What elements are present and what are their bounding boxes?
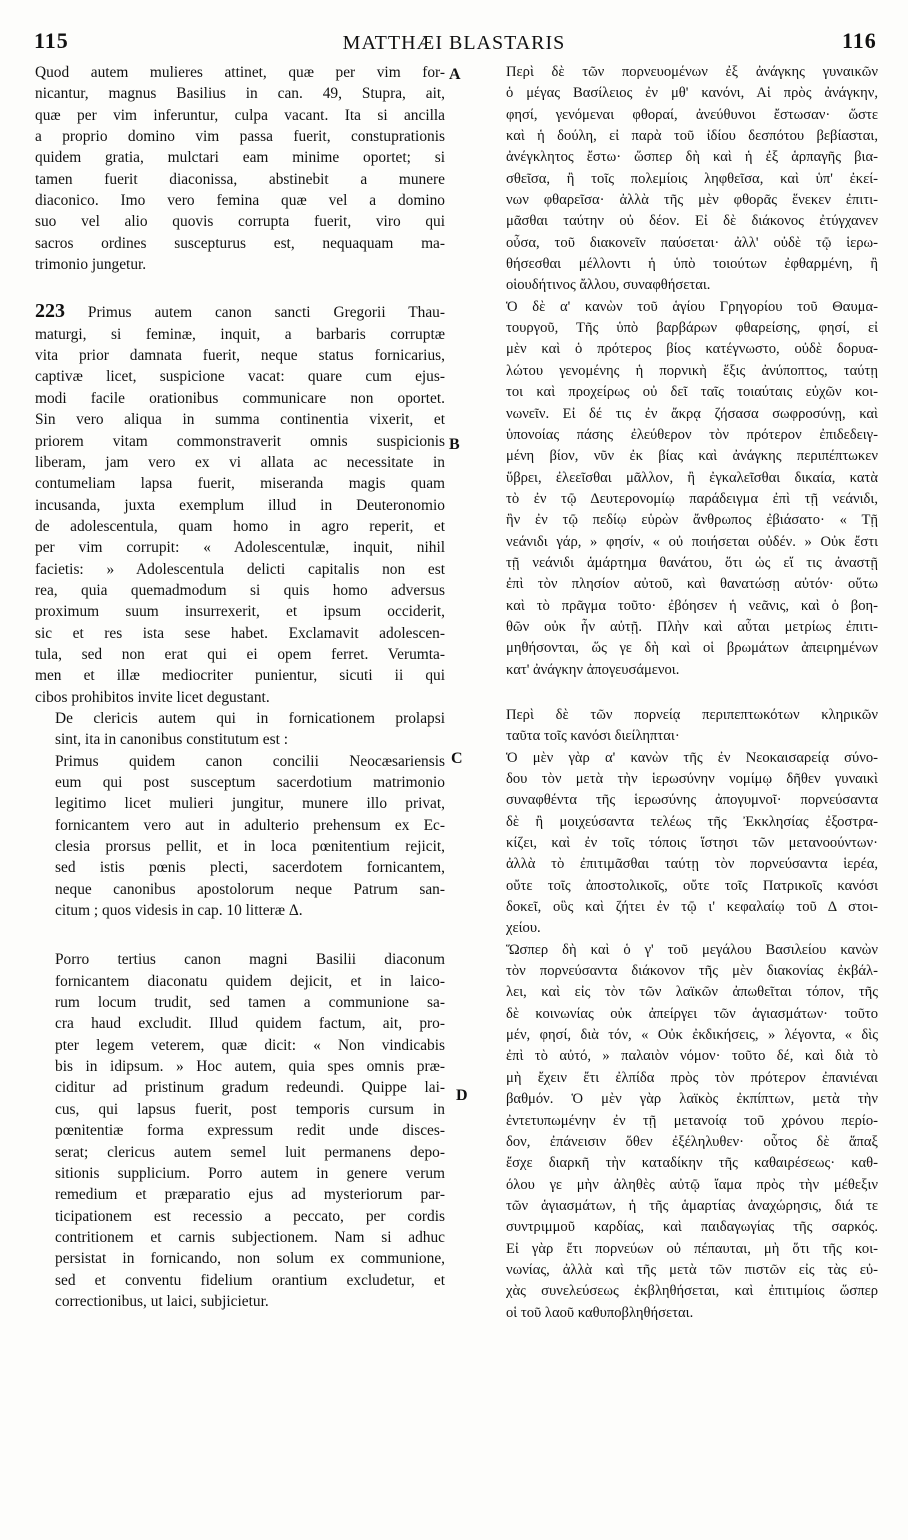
text-line: facietis: » Adolescentula delicti capitalis non est	[35, 560, 445, 578]
text-line: sic et res ista sese habet. Exclamavit adolescen-	[35, 624, 445, 642]
text-line: quidem gratia, mulctari eam minime oportet; si	[35, 149, 445, 167]
text-line: rea, quia quemadmodum si quis homo adversus	[35, 581, 445, 599]
text-line: remedium et præparatio ejus ad mysteriorum par-	[55, 1186, 445, 1204]
text-line: cra haud excludit. Illud quidem factum, ait, pro-	[55, 1015, 445, 1033]
margin-marker-b: B	[449, 436, 460, 453]
text-line: θῶν οὐκ ἦν αὐτῇ. Πλὴν καὶ αὗται μετρίως ἐπιτι-	[506, 618, 878, 635]
text-line: τοι καὶ προχείρως οὐ δεῖ ταῖς τοιαύταις εὐχῶν κοι-	[506, 384, 878, 401]
text-line: suo vel alio quovis corrupta fuerit, viro qui	[35, 213, 445, 231]
page-header	[0, 28, 908, 62]
text-line: οἱουδήτινος ἄλλου, συναφθήσεται.	[506, 277, 711, 294]
text-line: correctionibus, ut laici, subjicietur.	[55, 1292, 269, 1310]
text-line: όλου γε μὴν ἀληθὲς αὐτῷ ἴαμα πρὸς τὴν μέθεξιν	[506, 1176, 878, 1193]
latin-column	[35, 62, 445, 1312]
greek-para-3	[486, 705, 878, 748]
text-line: sacros ordines suscepturus est, nequaquam ma-	[35, 234, 445, 252]
text-line: clesia prorsus pellit, et in loca pœnitentium rejicit,	[55, 838, 445, 856]
text-line: maturgi, si feminæ, inquit, a barbaris corruptæ	[35, 325, 445, 343]
text-line: Ὁ μὲν γὰρ α' κανὼν τῆς ἐν Νεοκαισαρείᾳ σύνο-	[506, 749, 878, 766]
text-line: per vim corrupit: « Adolescentulæ, inquit, nihil	[35, 539, 445, 557]
text-line: δὲ κοινωνίας οὐκ ἀπείργει τῶν ἁγιασμάτων· τοῦτο	[506, 1005, 878, 1022]
text-line: ticipationem est recessio a peccato, per cordis	[55, 1207, 445, 1225]
text-line: persistat in fornicando, non solum ex communione,	[55, 1250, 445, 1268]
text-line: οὔτε τοῖς ἀποστολικοῖς, οὔτε τοῖς Πατρικοῖς κανόσι	[506, 877, 878, 894]
text-line: contritionem et carnis subjectionem. Nam si adhuc	[55, 1228, 445, 1246]
text-line: ciditur ad pristinum gradum redeundi. Quippe lai-	[55, 1079, 445, 1097]
text-line: μᾶσθαι ταύτην οὐ δέον. Εἰ δὲ διάκονος ἐτύγχανεν	[506, 213, 878, 230]
text-line: συναφθέντα τῆς ἱερωσύνης ἀπογυμνοῖ· πορνεύσαντα	[506, 792, 878, 809]
text-line: tula, sed non erat qui ei opem ferret. Verumta-	[35, 645, 445, 663]
greek-para-1	[486, 62, 878, 297]
margin-marker-c: C	[451, 750, 463, 767]
text-line: τῶν ἁγιασμάτων, ἡ τῆς ἁμαρτίας ἀναχώρησις, διά τε	[506, 1197, 878, 1214]
text-line: ὕβρει, ἐλεεῖσθαι μᾶλλον, ἢ ἐγκαλεῖσθαι δικαία, κατὰ	[506, 469, 878, 486]
section-number: 223	[35, 301, 65, 323]
text-line: σθεῖσα, ἢ τοῖς πολεμίοις ληφθεῖσα, καὶ ὑπ' ἐκεί-	[506, 170, 878, 187]
text-line: καὶ ἡ δούλη, εἰ παρὰ τοῦ ἰδίου δεσπότου βεβίασται,	[506, 128, 878, 145]
text-line: μὴ ἔχειν ἔτι ἐλπίδα πρὸς τὸν πρότερον ἐπανιέναι	[506, 1069, 878, 1086]
text-line: incusanda, juxta exemplum illud in Deuteronomio	[35, 496, 445, 514]
text-line: pœnitentiæ forma expressum redit unde disces-	[55, 1122, 445, 1140]
greek-para-5	[486, 940, 878, 1324]
text-line: pter legem veterem, quæ dicit: « Non vindicabis	[55, 1036, 445, 1054]
text-line: sed istis pœnis plecti, sacerdotem fornicantem,	[55, 859, 445, 877]
text-line: τὸν πορνεύσαντα διάκονον τῆς μὲν διακονίας ἐκβάλ-	[506, 963, 878, 980]
text-line: de adolescentula, quam homo in agro reperit, et	[35, 517, 445, 535]
text-line: ταῦτα τοῖς κανόσι διείληπται·	[506, 728, 680, 745]
text-line: νωνεῖν. Εἰ δέ τις ἐν ἄκρᾳ ζήσασα σωφροσύνῃ, καὶ	[506, 405, 878, 422]
text-line: οἱ τοῦ λαοῦ καθυποβληθήσεται.	[506, 1304, 694, 1321]
greek-column	[486, 62, 878, 1324]
page-number-right: 116	[842, 28, 877, 53]
text-line: Ὁ δὲ α' κανὼν τοῦ ἁγίου Γρηγορίου τοῦ Θαυμα-	[506, 298, 878, 315]
text-line: ἀλλὰ τὸ ἐπιτιμᾶσθαι ταύτῃ τὸν πορνεύσαντα ἱερέα,	[506, 856, 878, 873]
text-line: diaconico. Imo vero femina quæ vel a domino	[35, 192, 445, 210]
latin-para-4	[35, 751, 445, 922]
text-line: fornicantem diaconatu quidem dejicit, et in laico-	[55, 972, 445, 990]
text-line: ἐπὶ τὸν πλησίον αὐτοῦ, καὶ θανατώσῃ αὐτόν· οὕτω	[506, 576, 878, 593]
text-line: Περὶ δὲ τῶν πορνευομένων ἐξ ἀνάγκης γυναικῶν	[506, 64, 878, 80]
text-line: a proprio domino vim passa fuerit, constuprationis	[35, 128, 445, 146]
text-line: priorem vitam commonstraverit omnis suspicionis	[35, 432, 445, 450]
text-line: serat; clericus autem semel luit permanens depo-	[55, 1143, 445, 1161]
text-line: legitimo licet mulieri jungitur, munere illo privat,	[55, 795, 445, 813]
text-line: μένη βίον, νῦν ἐκ βίας καὶ ἀνάγκης περιπέπτωκεν	[506, 448, 878, 465]
latin-para-3	[35, 708, 445, 751]
text-line: liberam, jam vero ex vi allata ac necessitate in	[35, 453, 445, 471]
text-line: Primus quidem canon concilii Neocæsariensis	[55, 752, 445, 770]
text-line: neque canonibus apostolorum neque Patrum san-	[55, 880, 445, 898]
text-line: bis in idipsum. » Hoc autem, quia spes omnis præ-	[55, 1058, 445, 1076]
text-line: nicantur, magnus Basilius in can. 49, Stupra, ait,	[35, 85, 445, 103]
text-line: sitionis supplicium. Porro autem in genere verum	[55, 1164, 445, 1182]
text-line: cibos prohibitos invite licet degustant.	[35, 688, 270, 706]
text-line: οὖσα, τοῦ διακονεῖν παύσεται· ἀλλ' οὐδὲ τῷ ἱερω-	[506, 234, 878, 251]
text-line: δου τὸν μετὰ τὴν ἱερωσύνην νομίμῳ δῆθεν γυναικὶ	[506, 771, 878, 787]
latin-para-2	[35, 301, 445, 708]
text-line: cus, qui lapsus fuerit, post temporis cursum in	[55, 1100, 445, 1118]
text-line: χείου.	[506, 920, 541, 937]
text-line: ἀνέγκλητος ἔστω· ὥσπερ δὴ καὶ ἡ ἐξ ἁρπαγῆς βια-	[506, 149, 878, 166]
text-line: μηθήσονται, ὥς γε δὴ καὶ οἱ βρωμάτων ἀπειρημένων	[506, 640, 878, 657]
text-line: κατ' ἀνάγκην ἀπογευσάμενοι.	[506, 661, 680, 678]
text-line: κίζει, καὶ ἐν τοῖς τόποις ἵστησι τῶν μετανοούντων·	[506, 835, 878, 852]
text-line: τὸ ἐν τῷ Δευτερονομίῳ παράδειγμα ἐπὶ τῇ νεάνιδι,	[506, 490, 878, 507]
text-line: eum qui post susceptum sacerdotium matrimonio	[55, 774, 445, 791]
text-line: λει, καὶ εἰς τὸν τῶν λαϊκῶν ἀπωθεῖται τόπον, τῆς	[506, 984, 878, 1001]
margin-marker-d: D	[456, 1087, 468, 1104]
text-line: captivæ licet, suspicione vacat: quare cum ejus-	[35, 368, 445, 386]
text-line: ὑπονοίας πάσης ἐλεύθερον τὸν πρότερον ἐπιδεδειγ-	[506, 426, 878, 443]
text-line: sint, ita in canonibus constitutum est :	[55, 731, 288, 749]
margin-marker-a: A	[449, 66, 461, 83]
text-line: μέν, φησί, διὰ τόν, « Οὐκ ἐκδικήσεις, » λέγοντα, « δὶς	[506, 1027, 878, 1044]
text-line: ἔσχε διαρκῆ τὴν καταδίκην τῆς καθαιρέσεως· καθ-	[506, 1155, 878, 1172]
text-line: μὲν καὶ ὁ πρότερος βίος κατέγνωστο, οὐδὲ δορυα-	[506, 341, 878, 358]
text-line: καὶ τὸ πρᾶγμα τοῦτο· ἐβόησεν ἡ νεᾶνις, καὶ ὁ βοη-	[506, 597, 878, 614]
text-line: ἐντετυπωμένην ἐν τῇ μετανοίᾳ τοῦ χρόνου περίο-	[506, 1112, 878, 1129]
text-line: νων φθαρεῖσα· ἀλλὰ τῆς μὲν φθορᾶς ἕνεκεν ἐπιτι-	[506, 192, 878, 209]
text-line: Εἰ γὰρ ἔτι πορνεύων οὐ πέπαυται, μὴ ὅτι τῆς κοι-	[506, 1240, 878, 1257]
text-line: δοκεῖ, οὓς καὶ ζήτει ἐν τῷ ι' κεφαλαίῳ τοῦ Δ στοι-	[506, 899, 878, 916]
text-line: fornicantem vero aut in adulterio prehensum ex Ec-	[55, 816, 445, 834]
text-line: βαθμόν. Ὁ μὲν γὰρ λαϊκὸς ἐκπίπτων, μετὰ τὴν	[506, 1091, 878, 1108]
text-line: Porro tertius canon magni Basilii diaconum	[55, 951, 445, 969]
text-line: De clericis autem qui in fornicationem prolapsi	[55, 709, 445, 727]
text-line: modi facile orationibus communicare non oportet.	[35, 389, 445, 407]
text-line: men et illæ mediocriter punientur, sicuti ii qui	[35, 667, 445, 685]
text-line: ἣν ἐν τῷ πεδίῳ εὑρὼν ἄνθρωπος ἐβιάσατο· « Τῇ	[506, 512, 878, 529]
running-title: MATTHÆI BLASTARIS	[342, 32, 566, 54]
page-number-left: 115	[34, 28, 69, 53]
text-line: citum ; quos videsis in cap. 10 litteræ Δ.	[55, 902, 303, 920]
text-line: 223 Primus autem canon sancti Gregorii Thau-	[35, 301, 445, 323]
latin-para-2-lines	[35, 301, 445, 708]
text-line: συντριμμοῦ καρδίας, καὶ παιδαγωγίας τῆς σαρκός.	[506, 1219, 878, 1236]
text-line: τουργοῦ, Τῆς ὑπὸ βαρβάρων φθαρείσης, φησί, εἰ	[506, 320, 878, 337]
text-line: θήσεσθαι μέλλοντι ἡ ὑπὸ τοιούτων ἐφθαρμένη, ἢ	[506, 256, 878, 273]
text-line: χὰς συνελεύσεως ἐκβληθήσεται, καὶ ἐπιτιμίοις ὥσπερ	[506, 1283, 878, 1300]
latin-para-1	[35, 62, 445, 275]
text-line: ὁ μέγας Βασίλειος ἐν μθ' κανόνι, Αἱ πρὸς ἀνάγκην,	[506, 85, 878, 102]
text-line: ἐπὶ τὸ αὐτό, » παλαιὸν νόμον· τοῦτο δέ, καὶ διὰ τὸ	[506, 1048, 878, 1065]
text-line: rum locum trudit, sed tamen a communione sa-	[55, 994, 445, 1012]
latin-para-5	[35, 949, 445, 1312]
greek-para-2	[486, 297, 878, 681]
text-line: λώτου γενομένης ἡ πορνικὴ ἕξις ἀνύποπτος, ταύτῃ	[506, 362, 878, 379]
text-line: Περὶ δὲ τῶν πορνείᾳ περιπεπτωκότων κληρικῶν	[506, 706, 878, 723]
text-line: νεάνιδι γάρ, » φησίν, « οὐ ποιήσεται οὐδέν. » Οὐκ ἔστι	[506, 533, 878, 550]
text-line: δὲ ἢ μοιχεύσαντα τελέως τῆς Ἐκκλησίας ἐξοστρα-	[506, 813, 878, 830]
text-line: Ὥσπερ δὴ καὶ ὁ γ' τοῦ μεγάλου Βασιλείου κανὼν	[506, 941, 878, 958]
text-line: τῇ νεάνιδι ἁμάρτημα θανάτου, ὅτι ὡς εἴ τις ἀναστῇ	[506, 554, 878, 571]
text-line: Quod autem mulieres attinet, quæ per vim for-	[35, 64, 445, 81]
text-line: quæ per vim inferuntur, culpa vacant. Ita si ancilla	[35, 106, 445, 124]
text-line: contumeliam lapsa fuerit, miseranda magis quam	[35, 475, 445, 493]
text-line: Sin vero aliqua in summa continentia vixerit, et	[35, 411, 445, 429]
text-line: νωνίας, ἀλλὰ καὶ τῆς μετὰ τῶν πιστῶν εἰς τὰς εὐ-	[506, 1261, 878, 1278]
text-line: δον, ἐπάνεισιν ὅθεν ἐξέληλυθεν· οὗτος δὲ ἅπαξ	[506, 1133, 878, 1150]
text-line: tamen fuerit diaconissa, abstinebit a munere	[35, 170, 445, 188]
text-line: vita prior damnata fuerit, neque status fornicarius,	[35, 347, 445, 365]
text-line: φησί, γενόμεναι φθοραί, ἀνεύθυνοι ἔστωσαν· ὥστε	[506, 106, 878, 123]
text-line: trimonio jungetur.	[35, 256, 147, 274]
greek-para-4	[486, 748, 878, 940]
text-line: proximum suum insurrexerit, et ipsum occiderit,	[35, 603, 445, 621]
text-line: sed et conventu fidelium orantium excludetur, et	[55, 1271, 445, 1289]
